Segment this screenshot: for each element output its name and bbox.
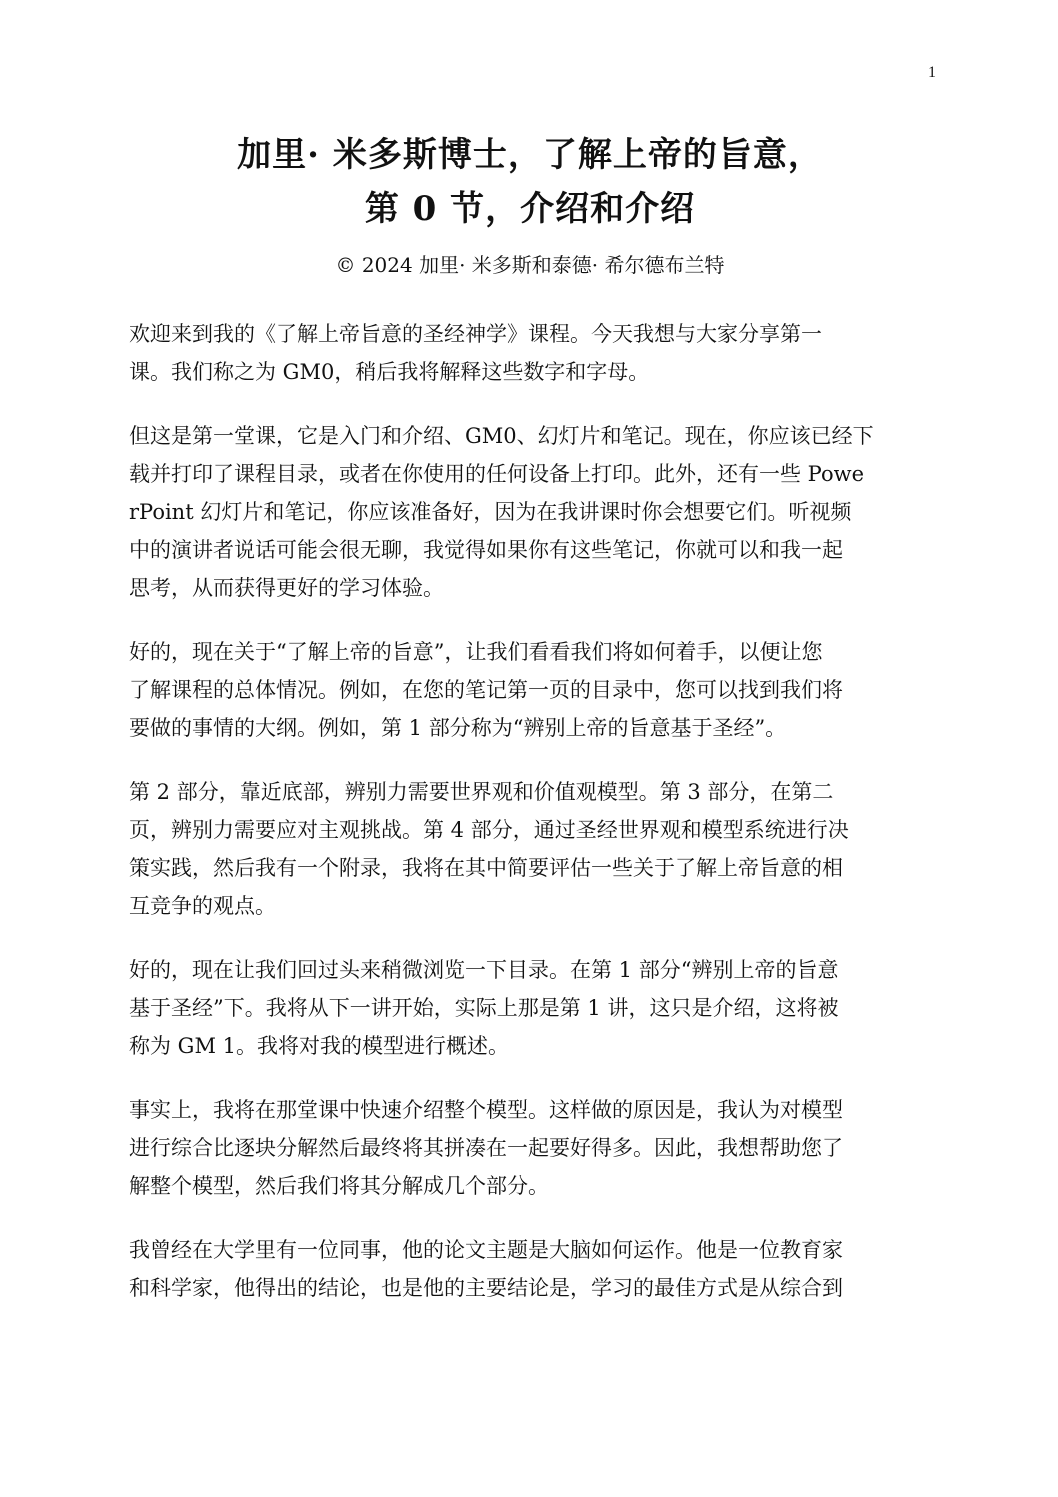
text-line: 中的演讲者说话可能会很无聊，我觉得如果你有这些笔记，你就可以和我一起	[129, 538, 843, 562]
page-number: 1	[928, 64, 936, 81]
title-line-2: 第 0 节，介绍和介绍	[364, 189, 696, 229]
text-line: 称为 GM 1。我将对我的模型进行概述。	[129, 1034, 509, 1058]
text-line: 思考，从而获得更好的学习体验。	[129, 576, 444, 600]
text-line: 页，辨别力需要应对主观挑战。第 4 部分，通过圣经世界观和模型系统进行决	[129, 818, 849, 842]
paragraph	[129, 1231, 929, 1307]
text-line: 但这是第一堂课，它是入门和介绍、GM0、幻灯片和笔记。现在，你应该已经下	[129, 424, 874, 448]
paragraph	[129, 951, 929, 1065]
body-text	[129, 315, 929, 1333]
text-line: 我曾经在大学里有一位同事，他的论文主题是大脑如何运作。他是一位教育家	[129, 1238, 843, 1262]
paragraph	[129, 633, 929, 747]
text-line: 欢迎来到我的《了解上帝旨意的圣经神学》课程。今天我想与大家分享第一	[129, 322, 822, 346]
text-line: 好的，现在让我们回过头来稍微浏览一下目录。在第 1 部分“辨别上帝的旨意	[129, 958, 839, 982]
paragraph	[129, 1091, 929, 1205]
paragraph	[129, 315, 929, 391]
text-line: rPoint 幻灯片和笔记，你应该准备好，因为在我讲课时你会想要它们。听视频	[129, 500, 852, 524]
text-line: 好的，现在关于“了解上帝的旨意”，让我们看看我们将如何着手，以便让您	[129, 640, 823, 664]
text-line: 互竞争的观点。	[129, 894, 276, 918]
text-line: 解整个模型，然后我们将其分解成几个部分。	[129, 1174, 549, 1198]
paragraph	[129, 417, 929, 607]
text-line: 和科学家，他得出的结论，也是他的主要结论是，学习的最佳方式是从综合到	[129, 1276, 843, 1300]
paragraph	[129, 773, 929, 925]
document-title	[120, 128, 940, 236]
text-line: 要做的事情的大纲。例如，第 1 部分称为“辨别上帝的旨意基于圣经”。	[129, 716, 787, 740]
copyright-notice: © 2024 加里· 米多斯和泰德· 希尔德布兰特	[335, 253, 725, 277]
text-line: 课。我们称之为 GM0，稍后我将解释这些数字和字母。	[129, 360, 650, 384]
title-line-1: 加里· 米多斯博士，了解上帝的旨意，	[237, 135, 823, 175]
text-line: 进行综合比逐块分解然后最终将其拼凑在一起要好得多。因此，我想帮助您了	[129, 1136, 843, 1160]
text-line: 事实上，我将在那堂课中快速介绍整个模型。这样做的原因是，我认为对模型	[129, 1098, 843, 1122]
text-line: 载并打印了课程目录，或者在你使用的任何设备上打印。此外，还有一些 Powe	[129, 462, 864, 486]
text-line: 策实践，然后我有一个附录，我将在其中简要评估一些关于了解上帝旨意的相	[129, 856, 843, 880]
text-line: 了解课程的总体情况。例如，在您的笔记第一页的目录中，您可以找到我们将	[129, 678, 843, 702]
text-line: 基于圣经”下。我将从下一讲开始，实际上那是第 1 讲，这只是介绍，这将被	[129, 996, 839, 1020]
text-line: 第 2 部分，靠近底部，辨别力需要世界观和价值观模型。第 3 部分，在第二	[129, 780, 834, 804]
